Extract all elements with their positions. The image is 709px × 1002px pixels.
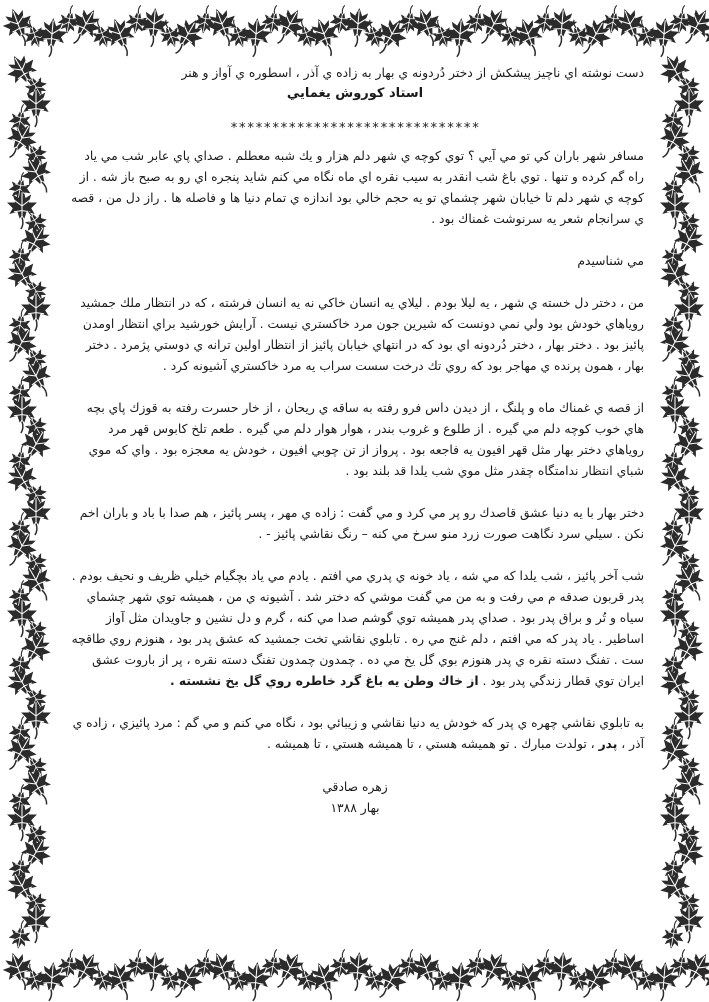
paragraph xyxy=(66,251,644,272)
star-separator: ****************************** xyxy=(230,121,480,136)
text-run: شب آخر پائيز ، شب يلدا كه مي شه ، ياد خونه ي پدري مي افتم . يادم مي ياد بچگيام خيلي ظريف و نحيف بودم . پدر قربون صدقه م مي رفت و به من مي گفت موشي كه دختر شد . آشيونه ي من ، هميشه توي شهر چشماي سياه و تُر و براق پدر بود . صداي پدر هميشه توي گوشم صدا مي كنه ، گرم و دل نشين و جاويدان مثل آواز اساطير . ياد پدر كه مي افتم ، دلم غنج مي ره . تابلوي نقاشي تخت جمشيد كه عشق پدر بود ، هنوزم روي طاقچه ست . تفنگ دسته نقره ي پدر هنوزم بوي گل يخ مي ده . چمدون چمدون تفنگ دسته نقره ، پر از باروت عشق ايران توي قطار زندگي پدر بود . xyxy=(71,569,644,688)
right-leaf-border xyxy=(649,0,709,1002)
paragraph-gap xyxy=(66,692,644,713)
left-leaf-border xyxy=(0,0,60,1002)
text-run: ، تولدت مبارك . تو هميشه هستي ، تا هميشه هستي ، تا هميشه . xyxy=(266,737,599,751)
paragraph xyxy=(66,146,644,230)
paragraph-list xyxy=(66,138,644,755)
paragraph-gap xyxy=(66,482,644,503)
paragraph xyxy=(66,566,644,692)
text-run: به تابلوي نقاشي چهره ي پدر كه خودش يه دنيا نقاشي و زيبائي بود ، نگاه مي كنم و مي گم : مرد پائيزي ، زاده ي آذر ، xyxy=(72,716,644,751)
paragraph xyxy=(66,713,644,755)
signature-name: زهره صادقي xyxy=(322,780,388,794)
paragraph xyxy=(66,503,644,545)
bold-text-run: از خاك وطن يه باغ گرد خاطره روي گل يخ نشسته . xyxy=(169,674,479,688)
bottom-leaf-border xyxy=(0,942,709,1002)
signature-date: بهار ١٣٨٨ xyxy=(330,801,380,815)
paragraph-gap xyxy=(66,138,644,146)
paragraph-gap xyxy=(66,377,644,398)
paragraph-gap xyxy=(66,545,644,566)
text-run: از قصه ي غمناك ماه و پلنگ ، از ديدن داس فرو رفته به ساقه ي ريحان ، از خار حسرت رفته به قوزك پاي بچه هاي خوب كوچه دلم مي گيره . از طلوع و غروب بندر ، هوار هوار دلم مي گيره . طعم تلخ كابوس قهر مرد روياهاي دختر بهار مثل قهر افيون يه فاجعه بود . پرواز از تن چوبي افيون ، خودش يه معجزه بود . واي كه موي شباي انتظار ندامتگاه چقدر مثل موي شب يلدا قد بلند بود . xyxy=(86,401,644,478)
text-run: مسافر شهر باران كي تو مي آيي ؟ توي كوچه ي شهر دلم هزار و يك شبه معطلم . صداي پاي عابر شب مي ياد راه گم كرده و تنها . توي باغ شب انقدر به سيب نقره اي ماه نگاه مي كنم شايد پنجره اي رو به صبح باز شه . از كوچه ي شهر دلم تا خيابان شهر چشماي تو يه حجم خالي بود اندازه ي تمام دنيا ها و فاصله ها . راز دل من ، قصه ي سرانجام شعر يه سرنوشت غمناك بود . xyxy=(71,149,644,226)
paragraph xyxy=(66,398,644,482)
text-run: دختر بهار با يه دنيا عشق قاصدك رو پر مي كرد و مي گفت : زاده ي مهر ، پسر پائيز ، هم صدا با باد و باران اخم نكن . سيلي سرد نگاهت صورت زرد منو سرخ مي كنه – رنگ نقاشي پائيز - . xyxy=(79,506,644,541)
bold-text-run: پدر xyxy=(598,737,618,751)
text-run: من ، دختر دل خسته ي شهر ، يه ليلا بودم . ليلاي يه انسان خاكي نه يه انسان فرشته ، كه در انتظار ملك جمشيد روياهاي خودش بود ولي نمي دونست كه شيرين جون مرد خاكستري نيست . آرايش خورشيد براي انتظار اومدن پائيز بود . دختر بهار ، دختر دُردونه اي بود كه در انتهاي خيابان پائيز از انتظار اولين ترانه ي دوستي پژمرد . دختر بهار ، همون پرنده ي مهاجر بود كه روي تك درخت سست سراب يه مرد خاكستري آشيونه كرد . xyxy=(80,296,644,373)
dedication-line: دست نوشته اي ناچيز پيشكش از دختر دُردونه ي بهار به زاده ي آذر ، اسطوره ي آواز و هنر xyxy=(181,65,644,80)
paragraph-gap xyxy=(66,230,644,251)
top-leaf-border xyxy=(0,0,709,60)
paragraph xyxy=(66,293,644,377)
text-run: مي شناسيدم xyxy=(577,254,644,268)
honoree-name: استاد كوروش يغمايي xyxy=(286,86,424,101)
paragraph-gap xyxy=(66,272,644,293)
letter-body xyxy=(66,62,644,942)
